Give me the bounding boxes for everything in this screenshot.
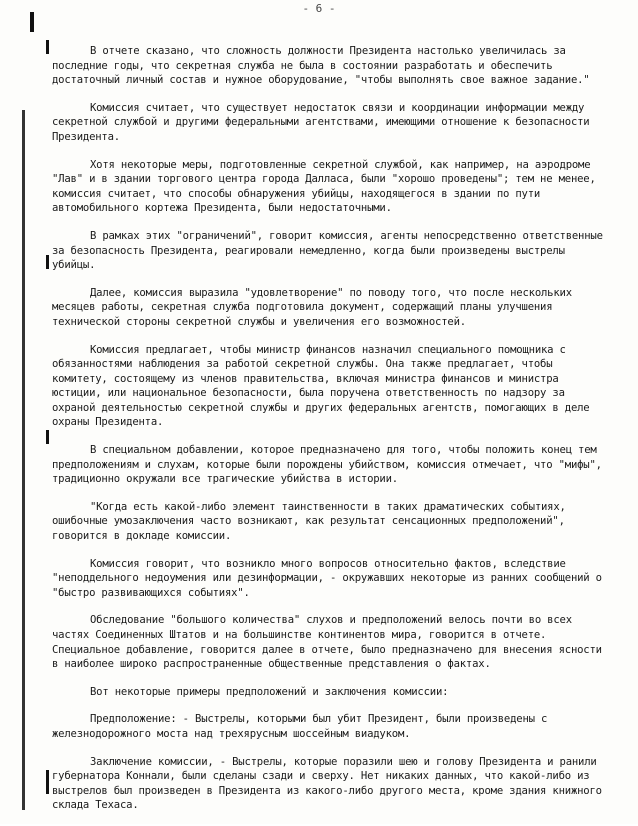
margin-line bbox=[22, 110, 25, 810]
paragraph: Предположение: - Выстрелы, которыми был убит Президент, были произведены с железнодорожного моста над трехярусным шоссейным виадуком. bbox=[52, 713, 548, 740]
paragraph: Хотя некоторые меры, подготовленные секретной службой, как например, на аэродроме "Лав" и в здании торгового центра города Далласа, были "хорошо проведены"; тем не менее, комиссия считает, что способы обнаружения убийцы, находящегося в здании по пути автомобильного кортежа Президента, были недостаточными. bbox=[52, 158, 596, 215]
paragraph: "Когда есть какой-либо элемент таинственности в таких драматических событиях, ошибочные умозаключения часто возникают, как результат сенсационных предположений", говорится в докладе комиссии. bbox=[52, 500, 566, 543]
margin-mark bbox=[46, 430, 49, 444]
paragraph: Комиссия предлагает, чтобы министр финансов назначил специального помощника с обязанностями наблюдения за работой секретной службы. Она также предлагает, чтобы комитету, состоящему из членов правительства, включая министра финансов и министра юстиции, или национальное безопасности, была поручена ответственность по надзору за охраной деятельностью секретной службы и других федеральных агентств, помогающих в деле охраны Президента. bbox=[52, 343, 590, 429]
paragraph: В специальном добавлении, которое предназначено для того, чтобы положить конец тем предположениям и слухам, которые были порождены убийством, комиссия отмечает, что "мифы", традиционно окружали все трагические убийства в истории. bbox=[52, 444, 602, 486]
paragraph: Комиссия говорит, что возникло много вопросов относительно фактов, вследствие "неподдельного недоумения или дезинформации, - окружавших некоторые из ранних сообщений о "быстро развивающихся событиях". bbox=[52, 557, 602, 599]
paragraph: Заключение комиссии, - Выстрелы, которые поразили шею и голову Президента и ранили губернатора Коннали, были сделаны сзади и сверху. Нет никаких данных, что какой-либо из выстрелов был произведен в Президента из какого-либо другого места, кроме здания книжного склада Техаса. bbox=[52, 755, 602, 812]
margin-mark bbox=[46, 770, 49, 794]
paragraph: Комиссия считает, что существует недостаток связи и координации информации между секретной службой и другими федеральными агентствами, имеющими отношение к безопасности Президента. bbox=[52, 101, 590, 143]
paragraph: Вот некоторые примеры предположений и заключения комиссии: bbox=[90, 685, 449, 698]
paragraph: В рамках этих "ограничений", говорит комиссия, агенты непосредственно ответственные за безопасность Президента, реагировали немедленно, когда были произведены выстрелы убийцы. bbox=[52, 229, 603, 272]
margin-mark bbox=[46, 255, 49, 269]
paragraph: В отчете сказано, что сложность должности Президента настолько увеличилась за последние годы, что секретная служба не была в состоянии разработать и обеспечить достаточный личный состав и нужное оборудование, "чтобы выполнять свое важное задание." bbox=[52, 45, 590, 87]
page-number: - 6 - bbox=[302, 2, 336, 15]
margin-mark bbox=[46, 40, 49, 54]
paragraph: Далее, комиссия выразила "удовлетворение" по поводу того, что после нескольких месяцев работы, секретная служба подготовила документ, содержащий планы улучшения технической стороны секретной службы и увеличения его возможностей. bbox=[52, 286, 572, 328]
paragraph: Обследование "большого количества" слухов и предположений велось почти во всех частях Соединенных Штатов и на большинстве континентов мира, говорится в отчете. Специальное добавление, говорится далее в отчете, было предназначено для внесения ясности в наиболее широко распространенные общественные представления о фактах. bbox=[52, 614, 602, 671]
margin-mark bbox=[30, 12, 34, 32]
document-body bbox=[52, 44, 612, 826]
